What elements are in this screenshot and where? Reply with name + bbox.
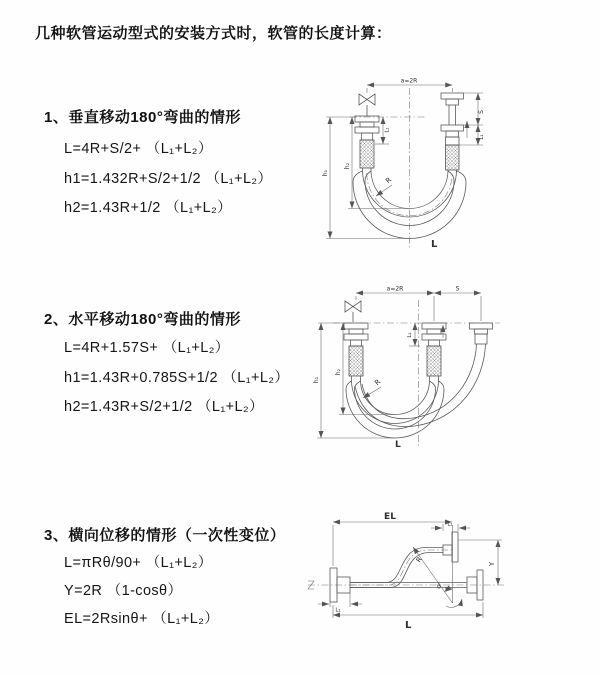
right-flange-assembly (441, 93, 464, 170)
dim-label-a2r: a=2R (386, 285, 404, 293)
dim-label-h1: h₁ (322, 169, 329, 177)
braided-hose-section (446, 145, 460, 170)
dimension-l1-top (431, 522, 470, 532)
dim-label-l1-bottom: L₁ (335, 607, 341, 614)
dimension-h2 (344, 117, 408, 209)
dim-label-h2: h₂ (344, 162, 351, 170)
dimension-s (434, 286, 481, 322)
horizontal-180-bend-diagram (305, 280, 590, 455)
top-flange-assembly (443, 532, 458, 562)
dim-label-a2r: a=2R (400, 77, 418, 85)
vertical-180-bend-diagram (312, 70, 597, 265)
section-1-formula-h2: h2=1.43R+1/2 （L₁+L₂） (64, 200, 233, 216)
dimension-l1-left (375, 117, 391, 144)
dimension-s-right (460, 93, 486, 145)
dim-label-y: Y (488, 561, 496, 567)
dim-label-r: R (414, 555, 425, 565)
angle-construction (413, 547, 462, 607)
dim-label-s: S (478, 110, 485, 114)
dim-label-r: R (373, 377, 383, 388)
valve-icon (359, 94, 375, 116)
section-2-formula-h2: h2=1.43R+S/2+1/2 （L₁+L₂） (64, 399, 264, 415)
dim-label-l: L (405, 620, 412, 631)
centerlines (308, 550, 505, 585)
section-2-formula-L: L=4R+1.57S+ （L₁+L₂） (64, 340, 230, 356)
dim-label-l: L (431, 239, 438, 250)
dimension-el (333, 512, 453, 603)
dimension-a2r (356, 286, 434, 322)
lateral-displacement-diagram (300, 498, 595, 658)
section-3-heading: 3、横向位移的情形（一次性变位） (44, 527, 286, 544)
dimension-l (333, 602, 483, 631)
section-3-formula-Y: Y=2R （1-cosθ） (64, 583, 183, 599)
dim-label-h2: h₂ (335, 368, 342, 376)
middle-flange-assembly (422, 323, 446, 380)
left-flange-assembly (355, 116, 379, 170)
left-flange-assembly (344, 323, 368, 380)
dimension-l1-middle (407, 323, 420, 346)
section-2-formula-h1: h1=1.43R+0.785S+1/2 （L₁+L₂） (64, 370, 290, 386)
dim-label-l1-right: L₁ (479, 134, 485, 140)
section-1-formula-h1: h1=1.432R+S/2+1/2 （L₁+L₂） (64, 171, 273, 187)
dimension-l1-bottom (318, 593, 362, 614)
dim-label-s: S (455, 285, 460, 293)
dim-label-l1-left: L₁ (384, 127, 391, 133)
page-title: 几种软管运动型式的安装方式时，软管的长度计算： (35, 25, 392, 42)
dim-label-h1: h₁ (313, 376, 320, 384)
section-1-heading: 1、垂直移动180°弯曲的情形 (44, 109, 241, 126)
dim-label-l: L (395, 440, 401, 450)
braided-hose-section (349, 346, 363, 376)
braided-hose-section (427, 346, 441, 376)
dim-label-r: R (384, 175, 394, 186)
section-2-heading: 2、水平移动180°弯曲的情形 (44, 311, 241, 328)
hose-u-bend (346, 344, 486, 438)
valve-icon (345, 301, 361, 322)
right-flange-assembly (470, 323, 493, 344)
section-1-formula-L: L=4R+S/2+ （L₁+L₂） (64, 141, 213, 157)
section-3-formula-L: L=πRθ/90+ （L₁+L₂） (64, 555, 213, 571)
dim-label-l1: L₁ (407, 332, 413, 338)
dim-label-l1-top: L₁ (447, 521, 453, 528)
dim-label-theta: θ (437, 583, 441, 591)
dimension-y (458, 540, 502, 585)
dim-label-el: EL (384, 512, 396, 522)
section-3-formula-EL: EL=2Rsinθ+ （L₁+L₂） (64, 611, 220, 627)
braided-hose-section (360, 140, 374, 168)
